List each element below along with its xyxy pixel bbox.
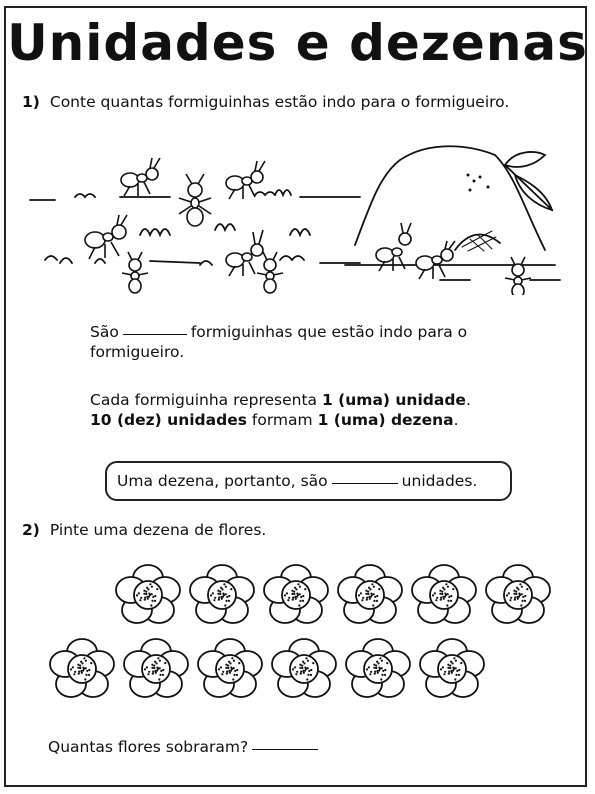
dozen-box [105,461,512,501]
tens-sentence-bold1: 10 (dez) unidades [90,411,247,429]
ant-count-answer-blank[interactable] [123,333,187,335]
remaining-answer-blank[interactable] [252,748,318,750]
dozen-box-part2: unidades. [401,472,478,490]
flower[interactable] [412,565,476,623]
ant-count-line2: formigueiro. [90,343,185,361]
dozen-answer-blank[interactable] [332,482,398,484]
ant-count-sentence [90,322,530,362]
question-2-remaining [48,738,322,756]
flower[interactable] [50,639,114,697]
unit-definition [90,390,530,430]
ants-anthill-illustration [0,135,595,295]
question-2 [22,521,266,539]
flower[interactable] [190,565,254,623]
dozen-box-part1: Uma dezena, portanto, são [117,472,328,490]
flower[interactable] [272,639,336,697]
flower[interactable] [264,565,328,623]
unit-sentence-bold: 1 (uma) unidade [322,391,466,409]
page-title: Unidades e dezenas [7,14,588,72]
question-2-number: 2) [22,521,40,539]
question-1 [22,93,509,111]
flowers-grid [0,555,595,705]
ant-count-part1: São [90,323,119,341]
flower[interactable] [420,639,484,697]
remaining-question: Quantas flores sobraram? [48,738,249,756]
flower[interactable] [486,565,550,623]
flower[interactable] [338,565,402,623]
tens-sentence-suffix: . [453,411,459,429]
question-1-prompt: Conte quantas formiguinhas estão indo para o formigueiro. [49,93,510,111]
question-1-number: 1) [22,93,40,111]
tens-sentence-bold2: 1 (uma) dezena [317,411,454,429]
ant-count-part2: formiguinhas que estão indo para o [190,323,468,341]
flower[interactable] [346,639,410,697]
flower[interactable] [116,565,180,623]
question-2-prompt: Pinte uma dezena de flores. [49,521,267,539]
unit-sentence-prefix: Cada formiguinha representa [90,391,318,409]
flower[interactable] [124,639,188,697]
unit-sentence-suffix: . [465,391,471,409]
tens-sentence-mid: formam [251,411,313,429]
flower[interactable] [198,639,262,697]
